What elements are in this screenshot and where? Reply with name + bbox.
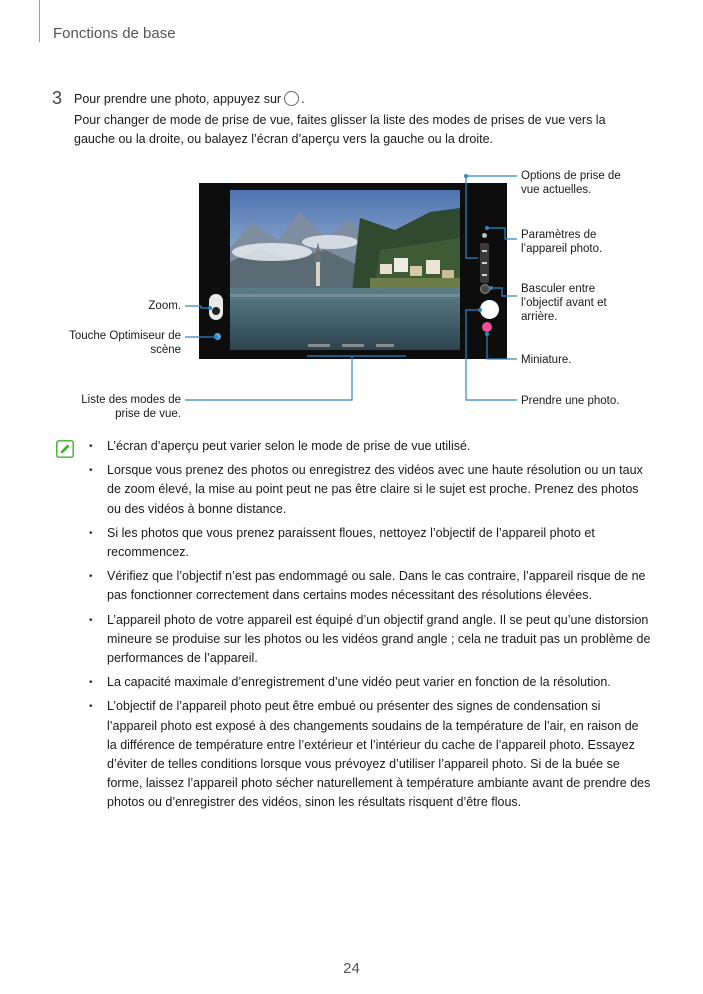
- note-item: • Vérifiez que l’objectif n’est pas endommagé ou sale. Dans le cas contraire, l’appareil risque de ne pas fonctionner correctement dans certains modes nécessitant des résolutions élevées.: [89, 567, 651, 605]
- step-instruction: [74, 91, 305, 107]
- note-pencil-icon: [56, 440, 74, 458]
- shooting-mode-list[interactable]: [308, 344, 408, 347]
- camera-screen: [199, 183, 507, 359]
- option-icon[interactable]: [482, 262, 487, 264]
- gallery-thumbnail[interactable]: [482, 322, 492, 332]
- notes-list: [89, 437, 651, 818]
- option-icon[interactable]: [482, 274, 487, 276]
- callout-thumbnail: Miniature.: [521, 354, 572, 366]
- step-paragraph: Pour changer de mode de prise de vue, faites glisser la liste des modes de prises de vue vers la gauche ou la droite, ou balayez l’écran d’aperçu vers la gauche ou la droite.: [74, 113, 606, 146]
- settings-gear-icon[interactable]: [482, 233, 487, 238]
- callout-scene-optimizer: Touche Optimiseur de scène: [69, 330, 181, 356]
- shooting-options-strip[interactable]: [480, 243, 489, 283]
- mode-list-item[interactable]: [308, 344, 330, 347]
- note-item: • L’appareil photo de votre appareil est équipé d’un objectif grand angle. Il se peut qu’une distorsion mineure se produise sur les photos ou les vidéos grand angle ; cela ne traduit pas un problème de performances de l’appareil.: [89, 611, 651, 669]
- callout-shooting-options: Options de prise de vue actuelles.: [521, 170, 621, 196]
- mode-list-item[interactable]: [376, 344, 394, 347]
- callout-camera-settings: Paramètres de l’appareil photo.: [521, 229, 603, 255]
- section-title: Fonctions de base: [53, 25, 176, 42]
- page-number: 24: [343, 960, 360, 977]
- note-item: • L’écran d’aperçu peut varier selon le mode de prise de vue utilisé.: [89, 437, 651, 456]
- callout-take-photo: Prendre une photo.: [521, 395, 620, 407]
- zoom-handle[interactable]: [212, 307, 220, 315]
- mode-list-item[interactable]: [342, 344, 364, 347]
- note-item: • Lorsque vous prenez des photos ou enregistrez des vidéos avec une haute résolution ou un taux de zoom élevé, la mise au point peut ne pas être claire si le sujet est proche. Prenez des photos ou des vidéos à bonne distance.: [89, 461, 651, 519]
- note-item: • L’objectif de l’appareil photo peut être embué ou présenter des signes de condensation si l’appareil photo est exposé à des changements soudains de la température de l’air, en raison de la différence de température entre l’extérieur et l’intérieur du cache de l’appareil photo. Essayez d’éviter de telles conditions lorsque vous prévoyez d’utiliser l’appareil photo. Si de la buée se forme, laissez l’appareil photo sécher naturellement à température ambiante avant de prendre des photos ou d’enregistrer des vidéos, sinon les résultats risquent d’être flous.: [89, 697, 651, 812]
- callout-mode-list: Liste des modes de prise de vue.: [81, 394, 181, 420]
- note-item: • Si les photos que vous prenez paraissent floues, nettoyez l’objectif de l’appareil photo et recommencez.: [89, 524, 651, 562]
- zoom-control[interactable]: [209, 294, 223, 320]
- note-item: • La capacité maximale d’enregistrement d’une vidéo peut varier en fonction de la résolution.: [89, 673, 651, 692]
- callout-switch-camera: Basculer entre l’objectif avant et arrière.: [521, 283, 607, 323]
- shutter-button-icon: [284, 91, 299, 106]
- step-instruction-end: .: [301, 92, 305, 106]
- option-icon[interactable]: [482, 250, 487, 252]
- step-instruction-text: Pour prendre une photo, appuyez sur: [74, 92, 282, 106]
- callout-zoom: Zoom.: [148, 300, 181, 312]
- scene-optimizer-button[interactable]: [214, 333, 221, 340]
- preview-image: [230, 190, 460, 350]
- header-edge-line: [39, 0, 40, 42]
- switch-camera-button[interactable]: [480, 284, 490, 294]
- shutter-button[interactable]: [480, 300, 499, 319]
- step-number: 3: [52, 88, 63, 108]
- camera-preview[interactable]: [230, 190, 460, 350]
